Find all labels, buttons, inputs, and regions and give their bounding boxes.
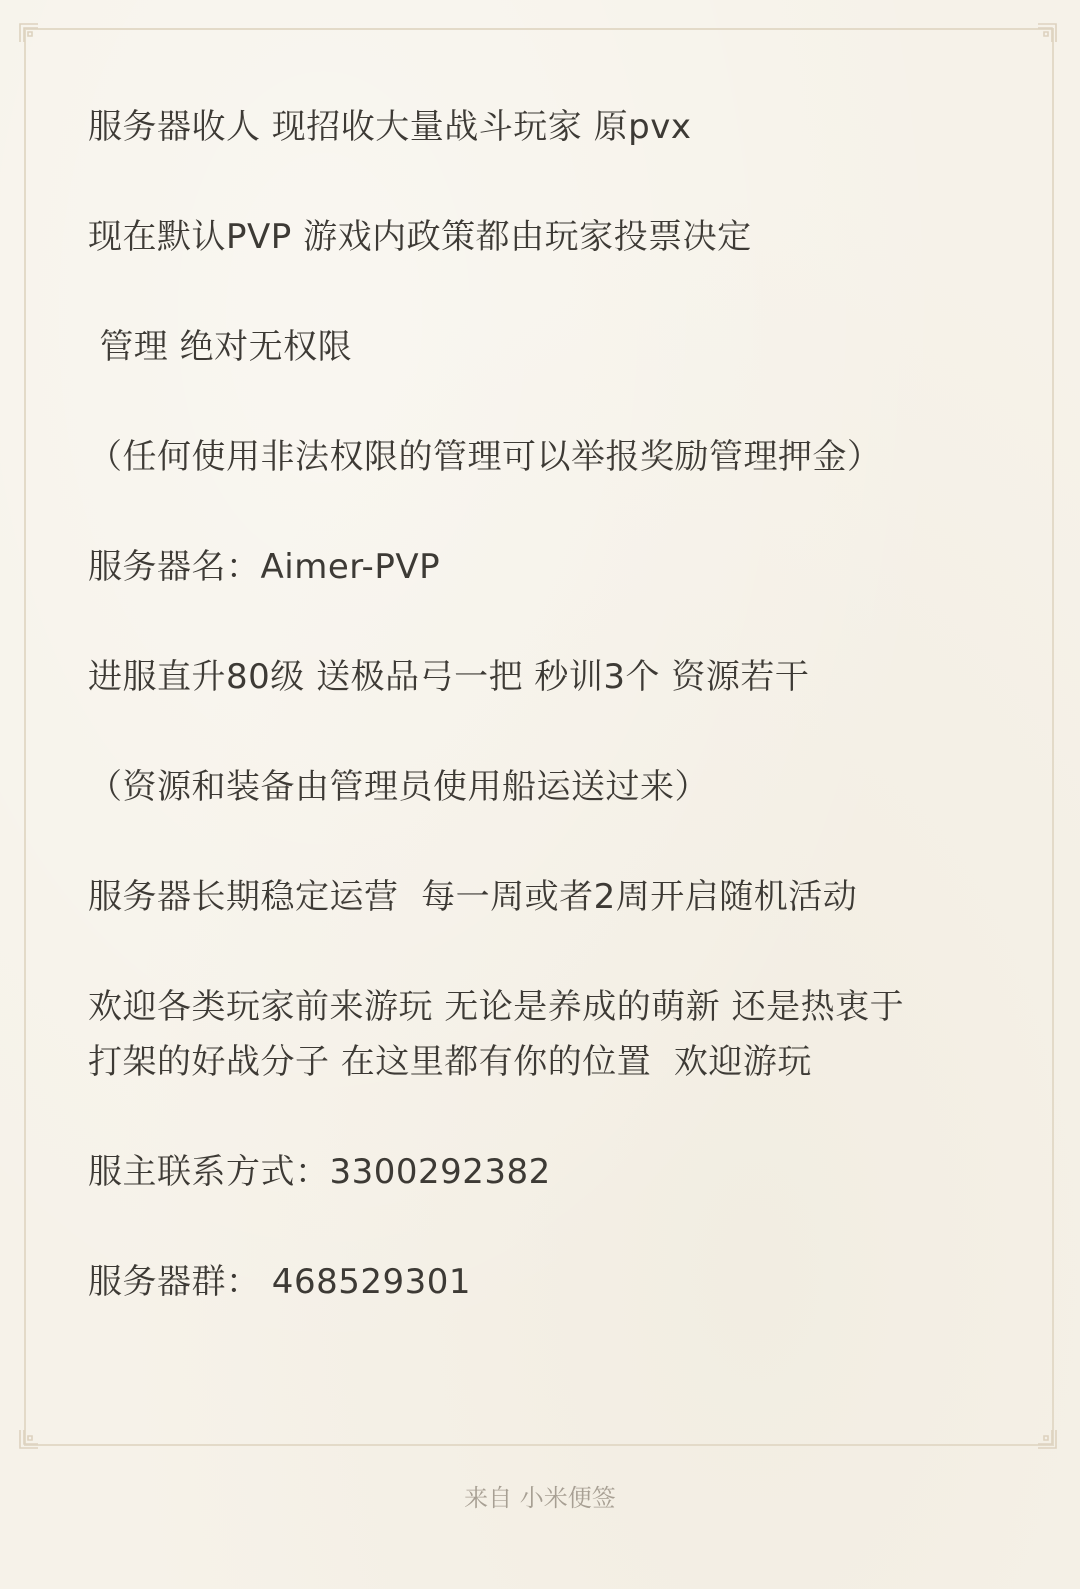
note-line: 服务器长期稳定运营 每一周或者2周开启随机活动: [88, 877, 858, 917]
note-line: （资源和装备由管理员使用船运送过来）: [88, 767, 709, 807]
note-line: 管理 绝对无权限: [88, 327, 353, 367]
note-line: 进服直升80级 送极品弓一把 秒训3个 资源若干: [88, 657, 810, 697]
note-line: 现在默认PVP 游戏内政策都由玩家投票决定: [88, 217, 752, 257]
frame-corner-ornament-icon: [18, 1428, 40, 1450]
note-line: 欢迎各类玩家前来游玩 无论是养成的萌新 还是热衷于: [88, 987, 905, 1027]
note-source-footer: 来自 小米便签: [464, 1484, 616, 1512]
note-line: 打架的好战分子 在这里都有你的位置 欢迎游玩: [88, 1042, 812, 1082]
frame-corner-ornament-icon: [1036, 1428, 1058, 1450]
note-line: 服务器群： 468529301: [88, 1262, 471, 1302]
note-line: （任何使用非法权限的管理可以举报奖励管理押金）: [88, 437, 882, 477]
note-line: 服主联系方式：3300292382: [88, 1152, 551, 1192]
note-line: 服务器名：Aimer-PVP: [88, 547, 441, 587]
frame-corner-ornament-icon: [18, 22, 40, 44]
note-line: 服务器收人 现招收大量战斗玩家 原pvx: [88, 107, 692, 147]
frame-corner-ornament-icon: [1036, 22, 1058, 44]
note-body[interactable]: [88, 100, 998, 1365]
